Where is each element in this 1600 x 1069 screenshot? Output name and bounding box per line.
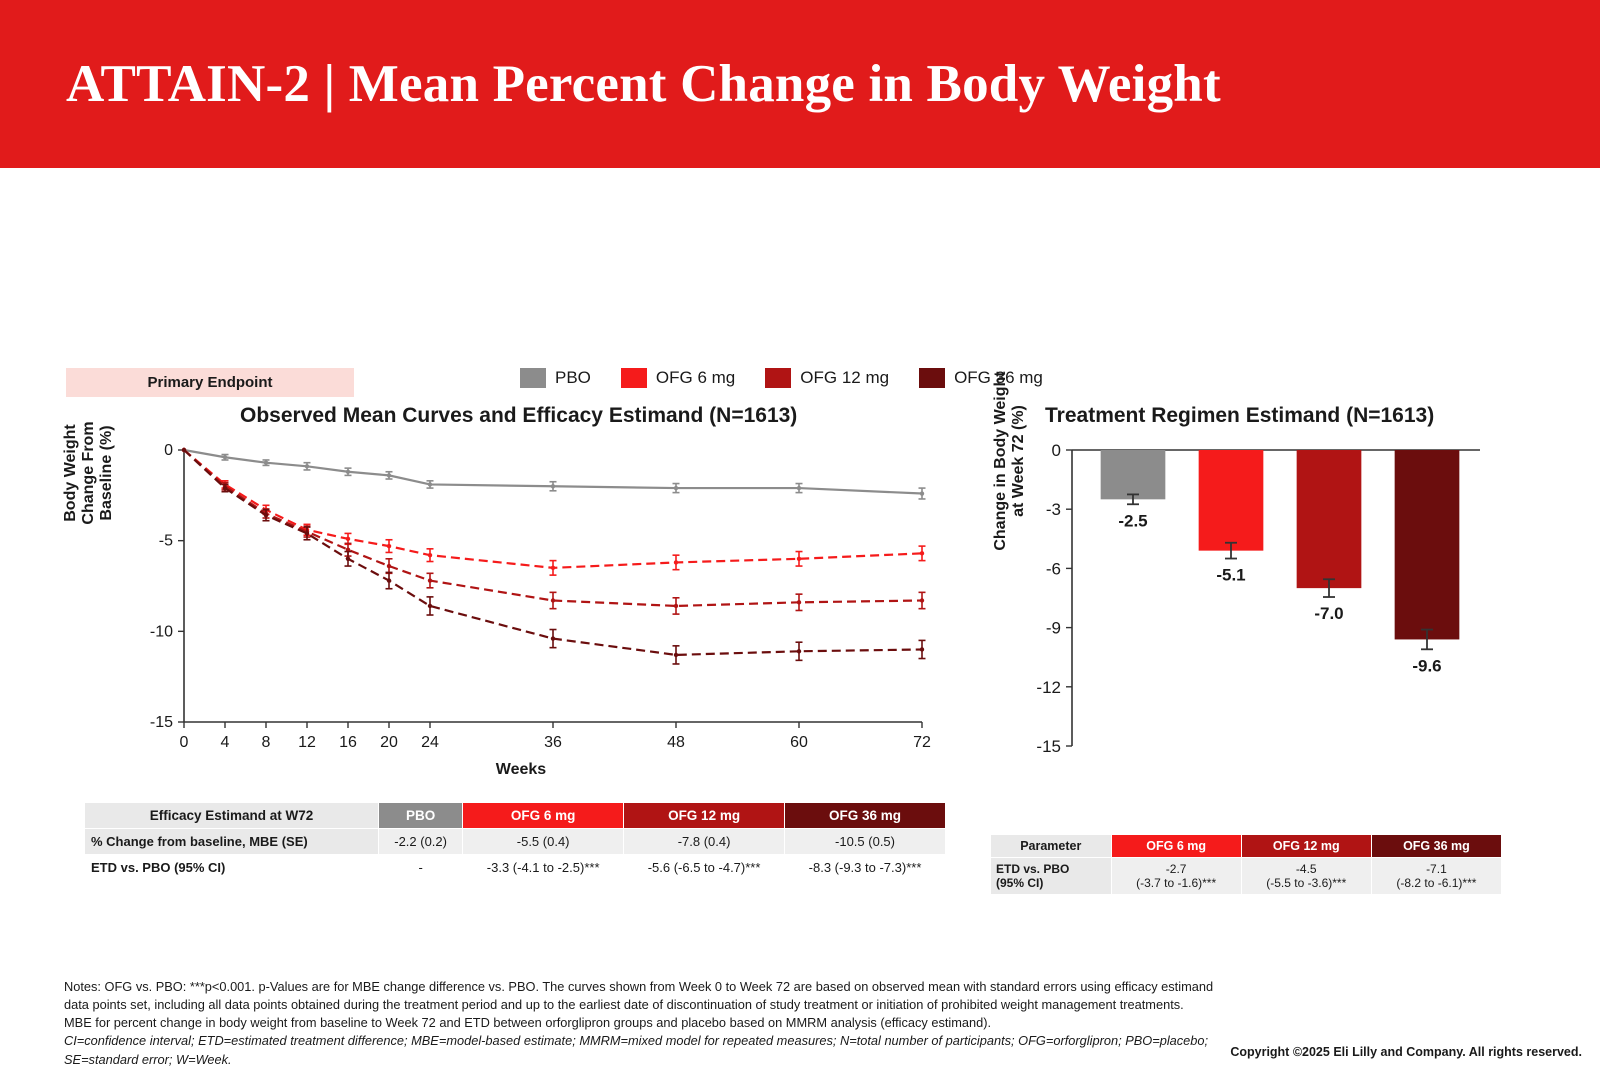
treatment-regimen-table: [990, 834, 1502, 895]
note-line: MBE for percent change in body weight from baseline to Week 72 and ETD between orforglipron groups and placebo based on MMRM analysis (efficacy estimand).: [64, 1015, 992, 1031]
note-line: CI=confidence interval; ETD=estimated treatment difference; MBE=model-based estimate; MMRM=mixed model for repeated measures; N=total number of participants; OFG=orforglipron; PBO=placebo;: [64, 1033, 1209, 1049]
svg-text:0: 0: [179, 734, 189, 751]
line-chart-x-axis-title: Weeks: [451, 761, 591, 779]
svg-text:-10: -10: [149, 623, 173, 641]
table-header-row: [85, 803, 946, 829]
table-cell: -10.5 (0.5): [785, 829, 946, 855]
table-header-cell: OFG 36 mg: [1371, 835, 1501, 858]
row-label: ETD vs. PBO (95% CI): [85, 855, 379, 881]
svg-text:16: 16: [339, 734, 357, 751]
bar-chart-title: Treatment Regimen Estimand (N=1613): [1045, 404, 1435, 427]
svg-text:-9.6: -9.6: [1412, 656, 1442, 676]
chart-legend: [520, 368, 1043, 388]
efficacy-estimand-table: [84, 802, 946, 881]
svg-text:24: 24: [421, 734, 439, 751]
svg-text:72: 72: [913, 734, 931, 751]
svg-text:0: 0: [164, 442, 173, 459]
svg-text:-2.5: -2.5: [1118, 511, 1148, 531]
content-area: [0, 168, 1600, 1067]
svg-text:-15: -15: [149, 714, 173, 731]
table-cell: -7.1 (-8.2 to -6.1)***: [1371, 858, 1501, 895]
line-chart: [62, 421, 946, 796]
legend-label-ofg36: OFG 36 mg: [954, 368, 1043, 387]
table-row: [85, 829, 946, 855]
legend-swatch-ofg12: [765, 368, 791, 388]
svg-text:20: 20: [380, 734, 398, 751]
svg-text:-3: -3: [1045, 500, 1061, 520]
legend-swatch-ofg36: [919, 368, 945, 388]
svg-text:12: 12: [298, 734, 316, 751]
table-header-cell: OFG 12 mg: [1241, 835, 1371, 858]
legend-label-pbo: PBO: [555, 368, 591, 387]
legend-item-ofg6: [621, 368, 735, 388]
svg-text:36: 36: [544, 734, 562, 751]
svg-text:-5: -5: [158, 532, 173, 550]
page-header: [0, 0, 1600, 168]
table-header-cell: OFG 12 mg: [624, 803, 785, 829]
table-cell: -4.5 (-5.5 to -3.6)***: [1241, 858, 1371, 895]
table-header-cell: OFG 6 mg: [1111, 835, 1241, 858]
svg-text:60: 60: [790, 734, 808, 751]
line-chart-y-axis-title: Body Weight Change From Baseline (%): [62, 421, 115, 525]
legend-item-pbo: [520, 368, 591, 388]
note-line: SE=standard error; W=Week.: [64, 1051, 232, 1067]
line-chart-plot: [66, 436, 946, 766]
svg-text:-6: -6: [1045, 559, 1061, 579]
table-cell: -: [379, 855, 463, 881]
table-header-cell: PBO: [379, 803, 463, 829]
bar-chart-y-axis-title: Change in Body Weight at Week 72 (%): [992, 371, 1027, 551]
table-header-cell: OFG 6 mg: [463, 803, 624, 829]
table-header-cell: OFG 36 mg: [785, 803, 946, 829]
table-header-cell: Parameter: [991, 835, 1112, 858]
table-row: [85, 855, 946, 881]
copyright-text: Copyright ©2025 Eli Lilly and Company. All rights reserved.: [1230, 1045, 1582, 1059]
table-cell: -5.6 (-6.5 to -4.7)***: [624, 855, 785, 881]
legend-label-ofg6: OFG 6 mg: [655, 368, 736, 387]
table-header-row: [991, 835, 1502, 858]
note-line: data points set, including all data points obtained during the treatment period and up to the earliest date of discontinuation of study treatment or initiation of prohibited weight management treatments.: [64, 997, 1184, 1013]
table-cell: -7.8 (0.4): [624, 829, 785, 855]
table-cell: -5.5 (0.4): [463, 829, 624, 855]
svg-text:-9: -9: [1045, 618, 1061, 638]
bar-chart-plot: [1000, 436, 1500, 796]
primary-endpoint-label: Primary Endpoint: [147, 374, 273, 391]
svg-text:-5.1: -5.1: [1216, 565, 1246, 585]
svg-text:-12: -12: [1036, 677, 1061, 697]
legend-item-ofg12: [765, 368, 889, 388]
row-label: % Change from baseline, MBE (SE): [85, 829, 379, 855]
page-title: ATTAIN-2 | Mean Percent Change in Body Weight: [66, 55, 1221, 113]
table-cell: -8.3 (-9.3 to -7.3)***: [785, 855, 946, 881]
svg-text:0: 0: [1051, 441, 1061, 460]
note-line: Notes: OFG vs. PBO: ***p<0.001. p-Values are for MBE change difference vs. PBO. The curves shown from Week 0 to Week 72 are based on observed mean with standard errors using efficacy estimand: [64, 979, 1214, 994]
legend-swatch-pbo: [520, 368, 546, 388]
table-row: [991, 858, 1502, 895]
svg-text:-7.0: -7.0: [1314, 604, 1344, 624]
table-cell: -2.7 (-3.7 to -1.6)***: [1111, 858, 1241, 895]
legend-swatch-ofg6: [621, 368, 647, 388]
table-header-cell: Efficacy Estimand at W72: [85, 803, 379, 829]
table-cell: -2.2 (0.2): [379, 829, 463, 855]
svg-text:4: 4: [220, 734, 230, 751]
primary-endpoint-badge: [66, 368, 354, 397]
svg-text:48: 48: [667, 734, 685, 751]
legend-label-ofg12: OFG 12 mg: [800, 368, 890, 387]
line-chart-title: Observed Mean Curves and Efficacy Estimand (N=1613): [240, 404, 798, 427]
svg-text:8: 8: [261, 734, 271, 751]
table-cell: -3.3 (-4.1 to -2.5)***: [463, 855, 624, 881]
row-label: ETD vs. PBO (95% CI): [991, 858, 1112, 895]
svg-text:-15: -15: [1036, 737, 1061, 756]
